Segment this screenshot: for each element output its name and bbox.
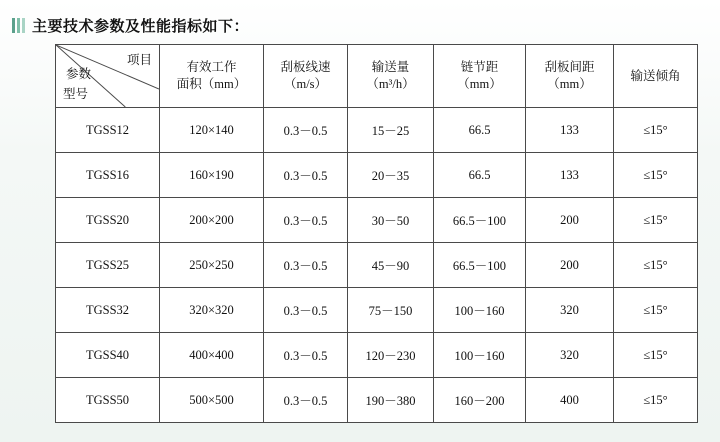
header-line1: 刮板间距	[544, 60, 595, 75]
cell-pitch: 100－160	[434, 333, 526, 378]
header-conveying-angle	[614, 45, 698, 108]
cell-angle: ≤15°	[614, 243, 698, 288]
heading-bars-icon	[12, 18, 25, 33]
cell-capacity: 120－230	[348, 333, 434, 378]
spec-table-container	[55, 44, 681, 423]
table-row	[56, 333, 698, 378]
cell-angle: ≤15°	[614, 198, 698, 243]
section-heading	[0, 0, 720, 40]
cell-capacity: 15－25	[348, 108, 434, 153]
cell-area: 320×320	[160, 288, 264, 333]
cell-speed: 0.3－0.5	[264, 108, 348, 153]
header-effective-area	[160, 45, 264, 108]
table-header-row	[56, 45, 698, 108]
cell-speed: 0.3－0.5	[264, 243, 348, 288]
cell-speed: 0.3－0.5	[264, 288, 348, 333]
heading-text: 主要技术参数及性能指标如下：	[32, 16, 250, 35]
cell-area: 500×500	[160, 378, 264, 423]
header-line2: （m/s）	[283, 77, 328, 91]
cell-area: 160×190	[160, 153, 264, 198]
cell-angle: ≤15°	[614, 378, 698, 423]
cell-spacing: 200	[526, 243, 614, 288]
header-line1: 链节距	[460, 60, 499, 75]
header-line1: 输送倾角	[630, 68, 681, 83]
cell-angle: ≤15°	[614, 108, 698, 153]
spec-table	[55, 44, 698, 423]
cell-speed: 0.3－0.5	[264, 333, 348, 378]
header-scraper-speed	[264, 45, 348, 108]
cell-angle: ≤15°	[614, 153, 698, 198]
header-scraper-spacing	[526, 45, 614, 108]
cell-model: TGSS50	[56, 378, 160, 423]
header-line2: （mm）	[457, 77, 502, 91]
table-row	[56, 288, 698, 333]
table-corner-cell	[56, 45, 160, 108]
cell-model: TGSS32	[56, 288, 160, 333]
cell-model: TGSS40	[56, 333, 160, 378]
cell-pitch: 66.5－100	[434, 243, 526, 288]
header-line1: 输送量	[371, 60, 410, 75]
table-row	[56, 378, 698, 423]
cell-spacing: 133	[526, 108, 614, 153]
header-chain-pitch	[434, 45, 526, 108]
cell-capacity: 75－150	[348, 288, 434, 333]
cell-pitch: 66.5－100	[434, 198, 526, 243]
cell-capacity: 190－380	[348, 378, 434, 423]
cell-area: 200×200	[160, 198, 264, 243]
cell-spacing: 200	[526, 198, 614, 243]
corner-model-label: 型号	[63, 87, 89, 101]
header-line1: 有效工作	[186, 60, 237, 75]
cell-capacity: 20－35	[348, 153, 434, 198]
cell-capacity: 30－50	[348, 198, 434, 243]
corner-param-label: 参数	[66, 67, 92, 81]
header-line1: 刮板线速	[280, 60, 331, 75]
header-line2: （mm）	[547, 77, 592, 91]
cell-area: 120×140	[160, 108, 264, 153]
cell-speed: 0.3－0.5	[264, 153, 348, 198]
header-capacity	[348, 45, 434, 108]
cell-spacing: 133	[526, 153, 614, 198]
header-line2: 面积（mm）	[176, 77, 247, 91]
table-row	[56, 198, 698, 243]
cell-spacing: 320	[526, 288, 614, 333]
cell-model: TGSS12	[56, 108, 160, 153]
cell-angle: ≤15°	[614, 333, 698, 378]
cell-model: TGSS25	[56, 243, 160, 288]
cell-pitch: 160－200	[434, 378, 526, 423]
cell-spacing: 320	[526, 333, 614, 378]
cell-spacing: 400	[526, 378, 614, 423]
cell-pitch: 66.5	[434, 108, 526, 153]
cell-area: 250×250	[160, 243, 264, 288]
cell-angle: ≤15°	[614, 288, 698, 333]
cell-speed: 0.3－0.5	[264, 378, 348, 423]
header-line2: （m³/h）	[366, 77, 415, 91]
cell-capacity: 45－90	[348, 243, 434, 288]
cell-speed: 0.3－0.5	[264, 198, 348, 243]
table-row	[56, 108, 698, 153]
table-row	[56, 153, 698, 198]
corner-item-label: 项目	[126, 53, 152, 67]
cell-model: TGSS20	[56, 198, 160, 243]
cell-pitch: 100－160	[434, 288, 526, 333]
table-row	[56, 243, 698, 288]
cell-pitch: 66.5	[434, 153, 526, 198]
cell-area: 400×400	[160, 333, 264, 378]
cell-model: TGSS16	[56, 153, 160, 198]
